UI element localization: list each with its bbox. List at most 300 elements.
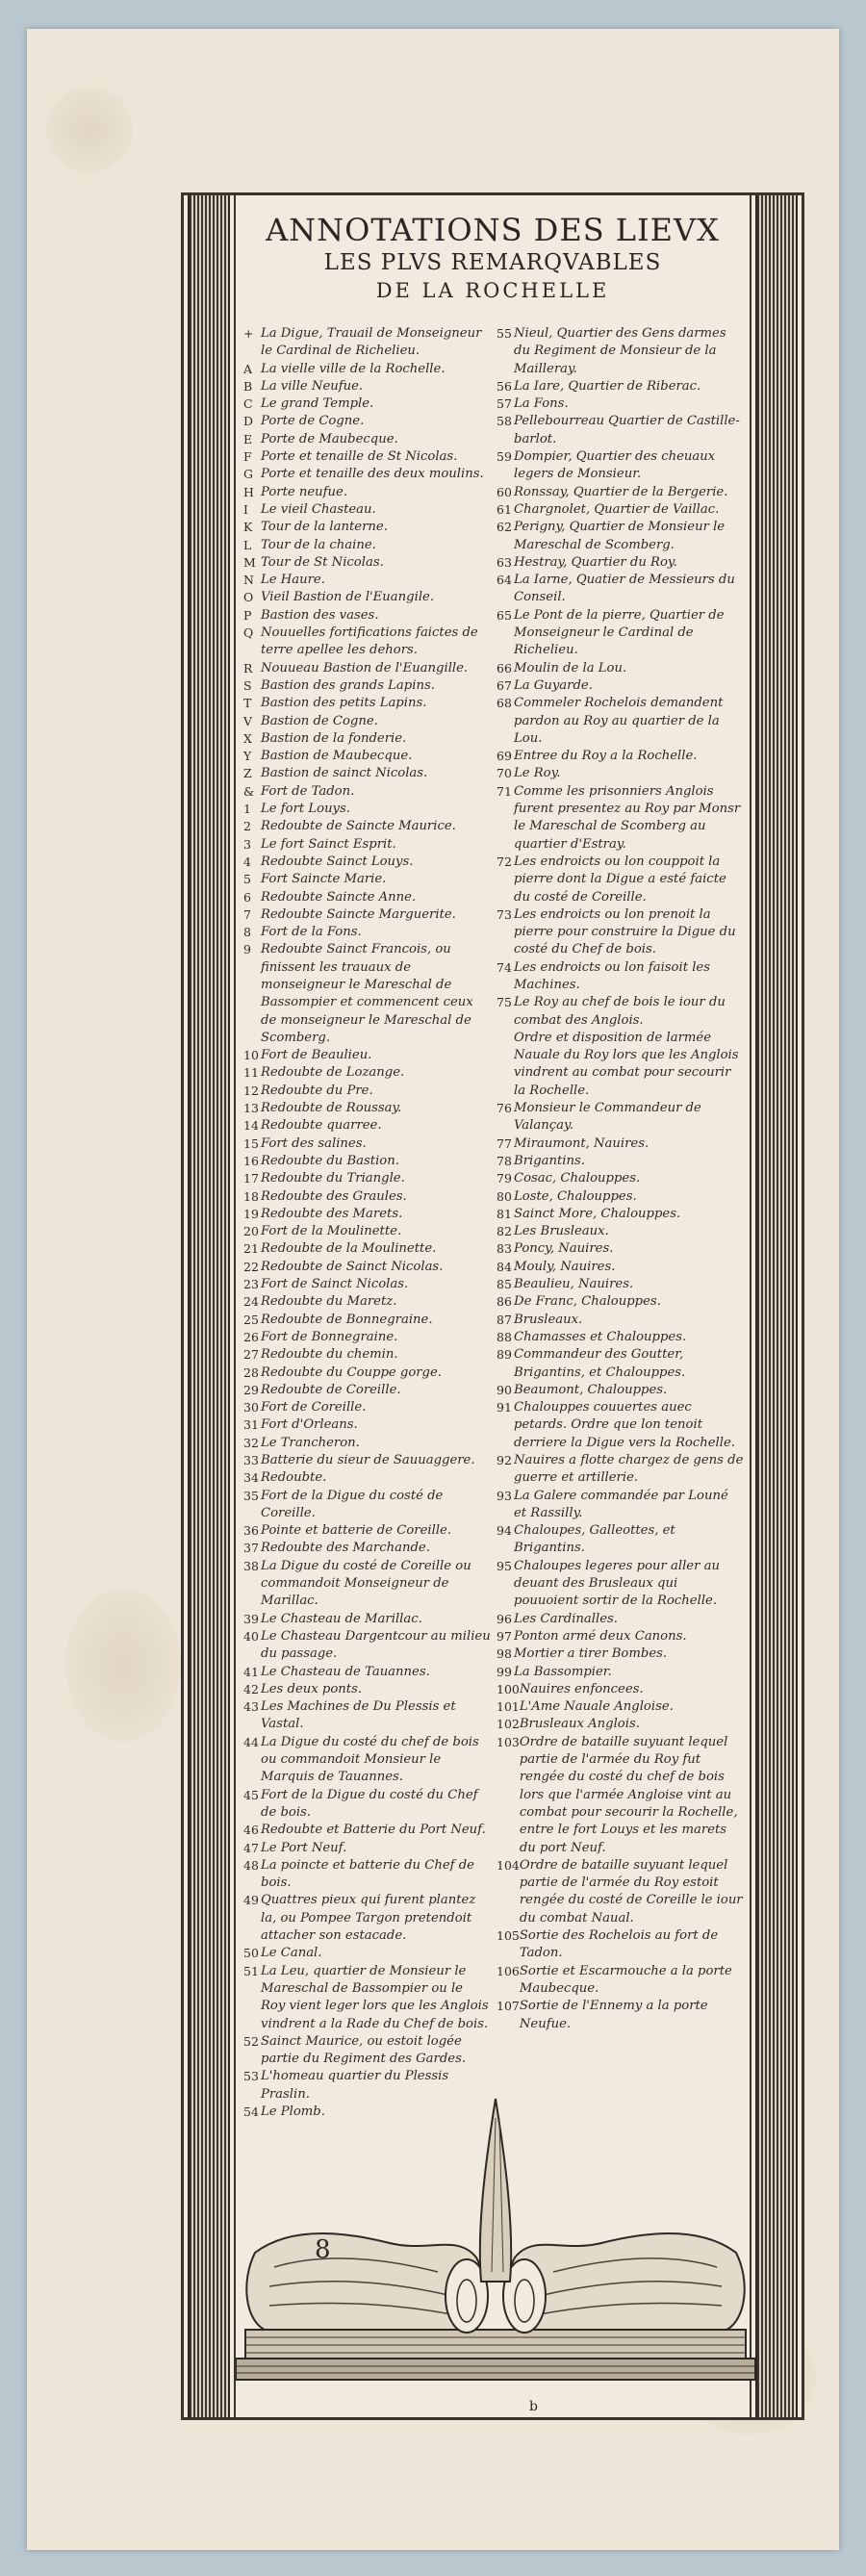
legend-entry: [243, 1698, 491, 1734]
legend-entry-text: Redoubte de Saincte Maurice.: [261, 819, 456, 834]
legend-entry-text: Fort de Tadon.: [261, 783, 355, 799]
legend-entry-key: 60: [497, 484, 512, 499]
legend-entry-key: 54: [243, 2104, 259, 2119]
plate-number: 8: [315, 2235, 331, 2264]
legend-entry-text: La Bassompier.: [514, 1664, 612, 1679]
legend-entry-key: 43: [243, 1699, 259, 1715]
legend-entry: [497, 994, 744, 1030]
legend-entry: [243, 1064, 491, 1082]
legend-entry-text: Fort Saincte Marie.: [261, 872, 387, 887]
legend-entry-text: La Digue du costé du chef de bois ou commandoit Monsieur le Marquis de Tauannes.: [261, 1734, 479, 1785]
legend-entry-key: I: [243, 501, 248, 517]
legend-entry-text: Fort d'Orleans.: [261, 1417, 358, 1433]
legend-entry-key: 28: [243, 1365, 259, 1380]
legend-entry-key: 31: [243, 1417, 259, 1433]
legend-entry-text: Les deux ponts.: [261, 1681, 363, 1696]
legend-entry-text: Redoubte des Marets.: [261, 1206, 403, 1221]
legend-entry: [243, 730, 491, 748]
legend-entry-text: De Franc, Chalouppes.: [514, 1294, 661, 1310]
legend-entry-text: Fort de la Digue du costé du Chef de bois.: [261, 1787, 478, 1820]
legend-entry-text: Les Cardinalles.: [514, 1611, 618, 1626]
legend-entry-text: Beaumont, Chalouppes.: [514, 1382, 668, 1397]
legend-entry-key: 67: [497, 677, 512, 693]
legend-entry-text: Tour de la chaine.: [261, 537, 376, 552]
legend-entry: [497, 1240, 744, 1258]
legend-entry-text: Redoubte de Bonnegraine.: [261, 1312, 433, 1327]
legend-entry-key: 70: [497, 766, 512, 781]
legend-entry-key: 65: [497, 607, 512, 623]
legend-entry-key: Q: [243, 625, 254, 641]
legend-entry-text: La vielle ville de la Rochelle.: [261, 361, 446, 376]
legend-entry-key: V: [243, 713, 253, 728]
right-hatched-border: [755, 195, 798, 2417]
legend-entry-text: Les endroicts ou lon couppoit la pierre dont la Digue a esté faicte du costé de Coreille.: [514, 854, 726, 905]
legend-entry-key: R: [243, 660, 253, 676]
legend-entry-text: Redoubte et Batterie du Port Neuf.: [261, 1823, 486, 1838]
legend-entry-text: Vieil Bastion de l'Euangile.: [261, 590, 435, 605]
legend-entry-text: Dompier, Quartier des cheuaux legers de Monsieur.: [514, 449, 716, 482]
legend-entry-text: Porte de Maubecque.: [261, 431, 398, 446]
legend-panel: [234, 195, 751, 2417]
legend-entry-key: 92: [497, 1453, 512, 1467]
legend-entry-text: Bastion de Cogne.: [261, 713, 378, 728]
legend-entry-key: 42: [243, 1681, 259, 1696]
legend-entry-text: Porte et tenaille des deux moulins.: [261, 467, 484, 482]
legend-entry: [497, 1452, 744, 1488]
legend-entry-text: Brusleaux Anglois.: [519, 1717, 640, 1732]
left-hatched-border: [188, 195, 230, 2417]
legend-entry-key: 90: [497, 1382, 512, 1397]
legend-entry: [497, 783, 744, 854]
legend-entry: [497, 1259, 744, 1276]
legend-entry-key: Y: [243, 749, 252, 764]
engraved-plate: [181, 192, 804, 2420]
legend-entry: [243, 1100, 491, 1117]
legend-entry: [497, 607, 744, 660]
legend-entry-key: 89: [497, 1347, 512, 1363]
legend-entry-key: 48: [243, 1857, 259, 1873]
legend-entry: [497, 660, 744, 677]
legend-entry-key: H: [243, 484, 254, 499]
legend-entry: [243, 660, 491, 677]
legend-entry-key: 88: [497, 1329, 512, 1344]
legend-entry-key: O: [243, 590, 254, 605]
legend-entry-text: Pointe et batterie de Coreille.: [261, 1523, 452, 1539]
legend-entry-key: 12: [243, 1083, 259, 1098]
legend-entry-key: F: [243, 449, 252, 465]
legend-entry-text: Redoubte de la Moulinette.: [261, 1241, 437, 1257]
legend-entry-key: 104: [497, 1857, 520, 1873]
legend-entry-key: D: [243, 414, 254, 429]
legend-entry: [243, 607, 491, 625]
legend-entry-text: Tour de la lanterne.: [261, 520, 388, 535]
legend-entry: [243, 554, 491, 572]
legend-entry-key: 37: [243, 1541, 259, 1556]
legend-entry-text: Chalouppes couuertes auec petards. Ordre que lon tenoit derriere la Digue vers la Rochelle.: [514, 1400, 735, 1450]
legend-entry-text: Nieul, Quartier des Gens darmes du Regiment de Monsieur de la Mailleray.: [514, 326, 726, 376]
legend-entry-text: Beaulieu, Nauires.: [514, 1277, 634, 1292]
legend-entry: [243, 854, 491, 871]
legend-entry-text: Porte neufue.: [261, 484, 348, 499]
legend-entry-key: 38: [243, 1558, 259, 1573]
legend-entry-text: Redoubte du Maretz.: [261, 1294, 397, 1310]
legend-entry: [243, 1522, 491, 1540]
legend-entry: [243, 801, 491, 818]
legend-entry-key: 55: [497, 326, 512, 341]
legend-entry: [243, 1628, 491, 1664]
paper-stain: [65, 1588, 181, 1742]
legend-entry: [243, 361, 491, 378]
legend-entry-key: 19: [243, 1206, 259, 1221]
legend-entry: [243, 1382, 491, 1399]
legend-entry-text: Batterie du sieur de Sauuaggere.: [261, 1453, 475, 1467]
legend-entry: [243, 1329, 491, 1346]
legend-entry: [497, 748, 744, 765]
legend-entry-text: Redoubte du Triangle.: [261, 1171, 405, 1186]
legend-entry-text: La Fons.: [514, 396, 569, 412]
legend-entry-key: T: [243, 696, 252, 711]
legend-entry-key: 20: [243, 1224, 259, 1239]
legend-entry-text: L'homeau quartier du Plessis Praslin.: [261, 2069, 449, 2102]
legend-entry-text: Fort de Bonnegraine.: [261, 1329, 398, 1344]
legend-entry: [243, 1170, 491, 1187]
legend-entry: [243, 1664, 491, 1681]
legend-entry-text: Pellebourreau Quartier de Castille-barlot.: [514, 414, 740, 446]
legend-entry-key: 8: [243, 925, 251, 940]
legend-entry: [243, 1312, 491, 1329]
legend-entry-key: 58: [497, 414, 512, 429]
legend-entry: [497, 695, 744, 748]
legend-entry-text: Redoubte Saincte Anne.: [261, 889, 417, 905]
legend-entry-text: Bastion de sainct Nicolas.: [261, 766, 428, 781]
legend-entry-text: Le Canal.: [261, 1946, 322, 1961]
legend-entry: [497, 1382, 744, 1399]
legend-entry-key: N: [243, 573, 254, 588]
legend-entry-text: Les endroicts ou lon prenoit la pierre pour construire la Digue du costé du Chef de bois.: [514, 906, 736, 957]
legend-entry-text: La Iare, Quartier de Riberac.: [514, 378, 701, 394]
legend-entry-text: Redoubte Sainct Louys.: [261, 854, 414, 869]
legend-entry-key: 21: [243, 1241, 259, 1257]
legend-entry: [243, 1734, 491, 1787]
legend-entry-text: Chargnolet, Quartier de Vaillac.: [514, 501, 720, 517]
legend-entry: [497, 1346, 744, 1382]
legend-entry-text: Fort de Beaulieu.: [261, 1048, 372, 1063]
legend-entry-key: 5: [243, 872, 251, 887]
legend-entry: [243, 1681, 491, 1698]
legend-entry-key: 36: [243, 1523, 259, 1539]
legend-entry-text: Nouueau Bastion de l'Euangille.: [261, 660, 469, 676]
drapery-illustration: [236, 2089, 755, 2416]
legend-entry: [243, 325, 491, 361]
legend-entry-text: Le Chasteau de Tauannes.: [261, 1664, 430, 1679]
legend-entry-text: Quattres pieux qui furent plantez la, ou Pompee Targon pretendoit attacher son estacade.: [261, 1893, 476, 1944]
legend-entry: [243, 1240, 491, 1258]
legend-entry-key: 2: [243, 819, 251, 834]
legend-entry-text: Sortie et Escarmouche a la porte Maubecque.: [519, 1963, 732, 1996]
legend-entry-text: Le fort Louys.: [261, 802, 350, 817]
legend-entry-text: Ronssay, Quartier de la Bergerie.: [514, 484, 728, 499]
legend-entry: [243, 1611, 491, 1628]
legend-entry-text: Tour de St Nicolas.: [261, 554, 384, 570]
legend-entry-key: 99: [497, 1664, 512, 1679]
legend-entry: [497, 1963, 744, 1999]
legend-entry-key: 62: [497, 520, 512, 535]
legend-entry-text: La Galere commandée par Louné et Rassilly.: [514, 1488, 728, 1520]
legend-entry-text: Perigny, Quartier de Monsieur le Mareschal de Scomberg.: [514, 520, 726, 552]
legend-entry: [243, 395, 491, 413]
legend-entry-key: Z: [243, 766, 252, 781]
legend-entry-key: L: [243, 537, 252, 552]
legend-entry-text: La ville Neufue.: [261, 378, 364, 394]
legend-entry-key: X: [243, 730, 252, 746]
legend-entry: [243, 484, 491, 501]
legend-entry-text: Fort de la Digue du costé de Coreille.: [261, 1488, 444, 1520]
legend-entry-key: 97: [497, 1628, 512, 1644]
legend-entry-text: Monsieur le Commandeur de Valançay.: [514, 1101, 701, 1134]
legend-entry: [497, 1611, 744, 1628]
legend-entry-key: 18: [243, 1188, 259, 1204]
legend-entry-text: Brusleaux.: [514, 1312, 583, 1327]
legend-entry-key: 44: [243, 1734, 259, 1749]
legend-entry-key: 95: [497, 1558, 512, 1573]
legend-entry: [497, 448, 744, 484]
legend-entry-text: Bastion des grands Lapins.: [261, 677, 435, 693]
legend-entry: [497, 1998, 744, 2033]
legend-entry-key: 103: [497, 1734, 520, 1749]
legend-entry-text: Sainct More, Chalouppes.: [514, 1206, 681, 1221]
legend-entry-key: 16: [243, 1153, 259, 1168]
legend-entry: [243, 378, 491, 395]
legend-entry-text: Redoubte du Pre.: [261, 1083, 373, 1098]
legend-entry-text: Moulin de la Lou.: [514, 660, 627, 676]
legend-entry: [243, 1558, 491, 1611]
legend-entry-text: Commandeur des Goutter, Brigantins, et Chalouppes.: [514, 1347, 686, 1380]
legend-entry: [243, 501, 491, 519]
legend-entry-text: Fort des salines.: [261, 1135, 367, 1151]
legend-entry-text: Fort de la Fons.: [261, 925, 362, 940]
legend-entry-key: 68: [497, 696, 512, 711]
legend-entry: [243, 1276, 491, 1293]
legend-entry-text: Brigantins.: [514, 1153, 585, 1168]
legend-entry-key: 72: [497, 854, 512, 869]
title-block: [236, 213, 750, 303]
legend-entry-text: Le grand Temple.: [261, 396, 374, 412]
legend-entry-key: 107: [497, 1999, 520, 2014]
legend-entry-key: 22: [243, 1259, 259, 1274]
legend-entry-text: Redoubte de Lozange.: [261, 1065, 405, 1081]
legend-entry: [497, 1698, 744, 1716]
legend-entry: [497, 325, 744, 378]
legend-entry: [497, 1681, 744, 1698]
legend-entry-key: 81: [497, 1206, 512, 1221]
legend-entry: [243, 431, 491, 448]
legend-entry: [243, 589, 491, 606]
legend-entry-text: Bastion de Maubecque.: [261, 749, 413, 764]
legend-entry-text: Redoubte de Coreille.: [261, 1382, 401, 1397]
legend-entry-text: Redoubte Saincte Marguerite.: [261, 906, 456, 922]
legend-entry-key: B: [243, 378, 253, 394]
legend-entry-key: 84: [497, 1259, 512, 1274]
legend-entry-key: 82: [497, 1224, 512, 1239]
legend-entry: [497, 1857, 744, 1927]
legend-entry-key: S: [243, 677, 252, 693]
legend-entry: [243, 1047, 491, 1064]
legend-entry-key: 46: [243, 1823, 259, 1838]
legend-entry-text: Bastion des petits Lapins.: [261, 696, 427, 711]
legend-entry-text: Commeler Rochelois demandent pardon au Roy au quartier de la Lou.: [514, 696, 724, 746]
legend-entry-text: Sortie de l'Ennemy a la porte Neufue.: [519, 1999, 708, 2031]
legend-entry: [243, 748, 491, 765]
legend-entry: [243, 1540, 491, 1557]
title-line-2: LES PLVS REMARQVABLES: [323, 250, 662, 275]
legend-entry: [243, 1945, 491, 1962]
legend-entry-text: Poncy, Nauires.: [514, 1241, 614, 1257]
legend-entry-key: +: [243, 326, 254, 341]
legend-entry-key: 39: [243, 1611, 259, 1626]
legend-entry-text: Entree du Roy a la Rochelle.: [514, 749, 698, 764]
legend-entry: [243, 1787, 491, 1823]
folded-drapery-ornament: [236, 2089, 750, 2416]
legend-entry: [243, 871, 491, 888]
legend-entry-text: Ordre de bataille suyuant lequel partie de l'armée du Roy fut rengée du costé du chef de bois lors que l'armée Angloise vint au combat pour secourir la Rochelle, entre le fort Louys et les marets du port Neuf.: [519, 1734, 738, 1855]
legend-entry-key: 64: [497, 573, 512, 588]
legend-entry-key: 50: [243, 1946, 259, 1961]
legend-entry-key: 25: [243, 1312, 259, 1327]
legend-entry: [243, 1153, 491, 1170]
legend-entry: [243, 924, 491, 941]
legend-entry-key: &: [243, 783, 255, 799]
legend-entry-key: 49: [243, 1893, 259, 1908]
legend-entry-key: 11: [243, 1065, 259, 1081]
legend-entry-key: 71: [497, 783, 512, 799]
legend-entry-text: Redoubte du chemin.: [261, 1347, 398, 1363]
legend-entry: [497, 1276, 744, 1293]
legend-entry-text: La Iarne, Quatier de Messieurs du Conseil.: [514, 573, 735, 605]
legend-entry-key: 100: [497, 1681, 520, 1696]
legend-entry-text: Le Trancheron.: [261, 1435, 360, 1450]
legend-entry-key: 77: [497, 1135, 512, 1151]
legend-entry: [497, 1522, 744, 1558]
legend-entry: [243, 537, 491, 554]
legend-entry-key: 15: [243, 1135, 259, 1151]
legend-entry: [243, 783, 491, 801]
legend-entry: [497, 1030, 744, 1100]
legend-entry: [243, 1469, 491, 1487]
legend-entry-key: 85: [497, 1277, 512, 1292]
legend-entry-text: Redoubte des Marchande.: [261, 1541, 430, 1556]
legend-entry: [243, 1083, 491, 1100]
legend-entry: [497, 1716, 744, 1733]
legend-entry-text: Porte de Cogne.: [261, 414, 365, 429]
legend-entry: [243, 1346, 491, 1364]
legend-entry-text: Fort de Sainct Nicolas.: [261, 1277, 409, 1292]
legend-entry: [497, 1927, 744, 1963]
legend-entry-key: 13: [243, 1101, 259, 1116]
legend-entry: [497, 959, 744, 995]
legend-entry-key: 87: [497, 1312, 512, 1327]
legend-entry: [243, 695, 491, 712]
legend-entry-text: Bastion des vases.: [261, 607, 379, 623]
legend-entry-key: M: [243, 554, 256, 570]
legend-entry-text: Redoubte de Sainct Nicolas.: [261, 1259, 444, 1274]
legend-entry: [243, 1259, 491, 1276]
bottom-mark: b: [529, 2399, 538, 2414]
legend-entry-key: 66: [497, 660, 512, 676]
legend-entry: [243, 466, 491, 483]
legend-entry-key: 93: [497, 1488, 512, 1503]
legend-entry-key: 7: [243, 906, 251, 922]
legend-entry-key: 105: [497, 1928, 520, 1944]
legend-entry: [497, 1628, 744, 1645]
legend-entry: [243, 1963, 491, 2033]
legend-entry-key: 94: [497, 1523, 512, 1539]
legend-entry-text: Cosac, Chalouppes.: [514, 1171, 641, 1186]
legend-entry: [243, 448, 491, 466]
title-line-1: ANNOTATIONS DES LIEVX: [266, 212, 720, 248]
legend-entry: [497, 1293, 744, 1311]
legend-entry: [243, 1435, 491, 1452]
legend-entry: [497, 765, 744, 782]
legend-entry: [497, 519, 744, 554]
legend-entry: [497, 906, 744, 959]
legend-entry-text: Le Pont de la pierre, Quartier de Monseigneur le Cardinal de Richelieu.: [514, 607, 725, 658]
legend-entry-text: Le Haure.: [261, 573, 325, 588]
legend-entry: [497, 1153, 744, 1170]
legend-entry-key: 3: [243, 836, 251, 852]
legend-entry-key: 33: [243, 1453, 259, 1467]
legend-entry: [243, 1206, 491, 1223]
legend-entry-text: Bastion de la fonderie.: [261, 730, 407, 746]
legend-entry-key: 6: [243, 889, 251, 905]
legend-left-column: [243, 325, 491, 2121]
legend-entry-key: C: [243, 396, 253, 412]
legend-entry-key: 73: [497, 906, 512, 922]
legend-entry-key: 26: [243, 1329, 259, 1344]
legend-entry: [243, 1117, 491, 1135]
legend-entry: [497, 1645, 744, 1663]
legend-entry-key: 34: [243, 1470, 259, 1486]
legend-entry-text: Miraumont, Nauires.: [514, 1135, 650, 1151]
legend-entry: [243, 1822, 491, 1839]
legend-entry: [243, 765, 491, 782]
legend-entry: [497, 1188, 744, 1206]
legend-entry: [497, 1170, 744, 1187]
legend-entry-key: K: [243, 520, 253, 535]
legend-entry-text: Mouly, Nauires.: [514, 1259, 616, 1274]
legend-entry-key: G: [243, 467, 253, 482]
legend-entry: [497, 1734, 744, 1857]
legend-entry: [497, 1312, 744, 1329]
legend-entry-key: 41: [243, 1664, 259, 1679]
legend-entry-text: Les Machines de Du Plessis et Vastal.: [261, 1699, 456, 1732]
legend-entry-text: Chaloupes, Galleottes, et Brigantins.: [514, 1523, 675, 1556]
legend-entry: [497, 1223, 744, 1240]
legend-columns: [243, 325, 744, 2121]
legend-entry-key: 24: [243, 1294, 259, 1310]
legend-entry-key: 75: [497, 995, 512, 1010]
legend-entry-key: 14: [243, 1118, 259, 1134]
legend-entry-key: 61: [497, 501, 512, 517]
legend-entry: [243, 941, 491, 1047]
legend-entry: [243, 1840, 491, 1857]
legend-entry-key: 51: [243, 1963, 259, 1978]
legend-entry-text: Le Port Neuf.: [261, 1840, 347, 1855]
legend-entry-key: 74: [497, 959, 512, 975]
legend-entry: [243, 818, 491, 835]
legend-entry-key: 47: [243, 1840, 259, 1855]
legend-entry-key: [497, 1030, 514, 1100]
legend-entry-text: Porte et tenaille de St Nicolas.: [261, 449, 458, 465]
